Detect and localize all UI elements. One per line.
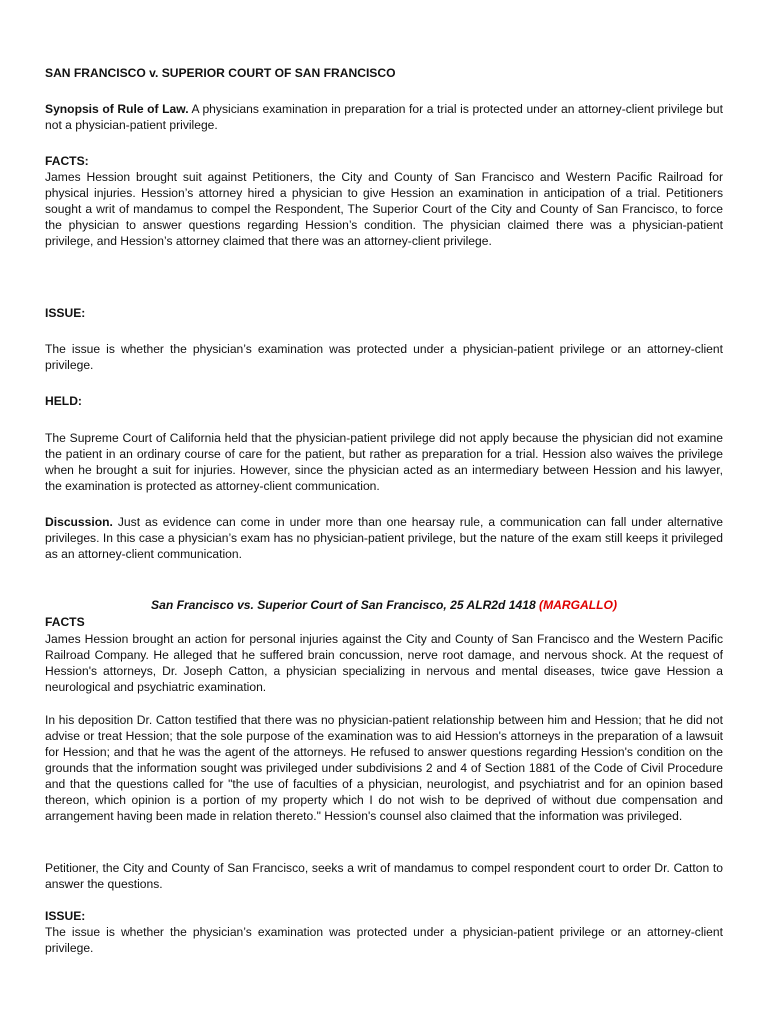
case2-author: (MARGALLO) bbox=[539, 598, 617, 612]
case1-facts-text: James Hession brought suit against Petitioners, the City and County of San Francisco and Western Pacific Railroad for physical injuries. Hession’s attorney hired a physician to give Hession an examination in anticipation of a trial. Petitioners sought a writ of mandamus to compel the Respondent, The Superior Court of the City and County of San Francisco, to force the physician to answer questions regarding Hession’s condition. The physician claimed there was a physician-patient privilege, and Hession’s attorney claimed that there was an attorney-client privilege. bbox=[45, 170, 723, 248]
case2-facts-heading: FACTS bbox=[45, 615, 85, 629]
discussion-text: Just as evidence can come in under more than one hearsay rule, a communication can fall under alternative privileges. In this case a physician’s exam has no physician-patient privilege, but the nature of the exam still keeps it privileged as an attorney-client communication. bbox=[45, 515, 723, 561]
case2-petition-text: Petitioner, the City and County of San Francisco, seeks a writ of mandamus to compel respondent court to order Dr. Catton to answer the questions. bbox=[45, 861, 723, 891]
case1-held-text: The Supreme Court of California held that the physician-patient privilege did not apply because the physician did not examine the patient in an ordinary course of care for the patient, but rather as preparation for a trial. Hession also waives the privilege when he brought a suit for injuries. However, since the physician acted as an intermediary between Hession and his lawyer, the examination is protected as attorney-client communication. bbox=[45, 431, 723, 493]
case2-issue-heading: ISSUE: bbox=[45, 909, 86, 923]
case2-deposition-text: In his deposition Dr. Catton testified that there was no physician-patient relationship between him and Hession; that he did not advise or treat Hession; that the sole purpose of the examination was to aid Hession's attorneys in the preparation of a lawsuit for Hession; and that he was the agent of the attorneys. He refused to answer questions regarding Hession's condition on the grounds that the information sought was privileged under subdivisions 2 and 4 of Section 1881 of the Code of Civil Procedure and that the questions called for "the use of faculties of a physician, neurologist, and psychiatrist and for an opinion based thereon, which opinion is a portion of my property which I do not wish to be deprived of without due compensation and arrangement having been made in relation thereto." Hession's counsel also claimed that the information was privileged. bbox=[45, 713, 723, 823]
case1-issue-heading: ISSUE: bbox=[45, 306, 86, 320]
case1-held-heading: HELD: bbox=[45, 394, 82, 408]
case2-facts-text: James Hession brought an action for personal injuries against the City and County of San Francisco and the Western Pacific Railroad Company. He alleged that he suffered brain concussion, nerve root damage, and nervous shock. At the request of Hession's attorneys, Dr. Joseph Catton, a physician specializing in nervous and mental diseases, twice gave Hession a neurological and psychiatric examination. bbox=[45, 632, 723, 694]
case1-title: SAN FRANCISCO v. SUPERIOR COURT OF SAN FRANCISCO bbox=[45, 66, 396, 80]
synopsis-text: A physicians examination in preparation for a trial is protected under an attorney-client privilege but not a physician-patient privilege. bbox=[45, 102, 723, 132]
discussion-label: Discussion. bbox=[45, 515, 113, 529]
case2-issue-text: The issue is whether the physician’s examination was protected under a physician-patient privilege or an attorney-client privilege. bbox=[45, 925, 723, 955]
case2-title-line bbox=[45, 598, 723, 612]
case1-issue-text: The issue is whether the physician’s examination was protected under a physician-patient privilege or an attorney-client privilege. bbox=[45, 342, 723, 372]
synopsis-label: Synopsis of Rule of Law. bbox=[45, 102, 189, 116]
case1-synopsis bbox=[45, 101, 723, 133]
case1-facts-heading: FACTS: bbox=[45, 154, 89, 168]
case2-title: San Francisco vs. Superior Court of San Francisco, 25 ALR2d 1418 bbox=[151, 598, 540, 612]
case1-discussion bbox=[45, 514, 723, 562]
